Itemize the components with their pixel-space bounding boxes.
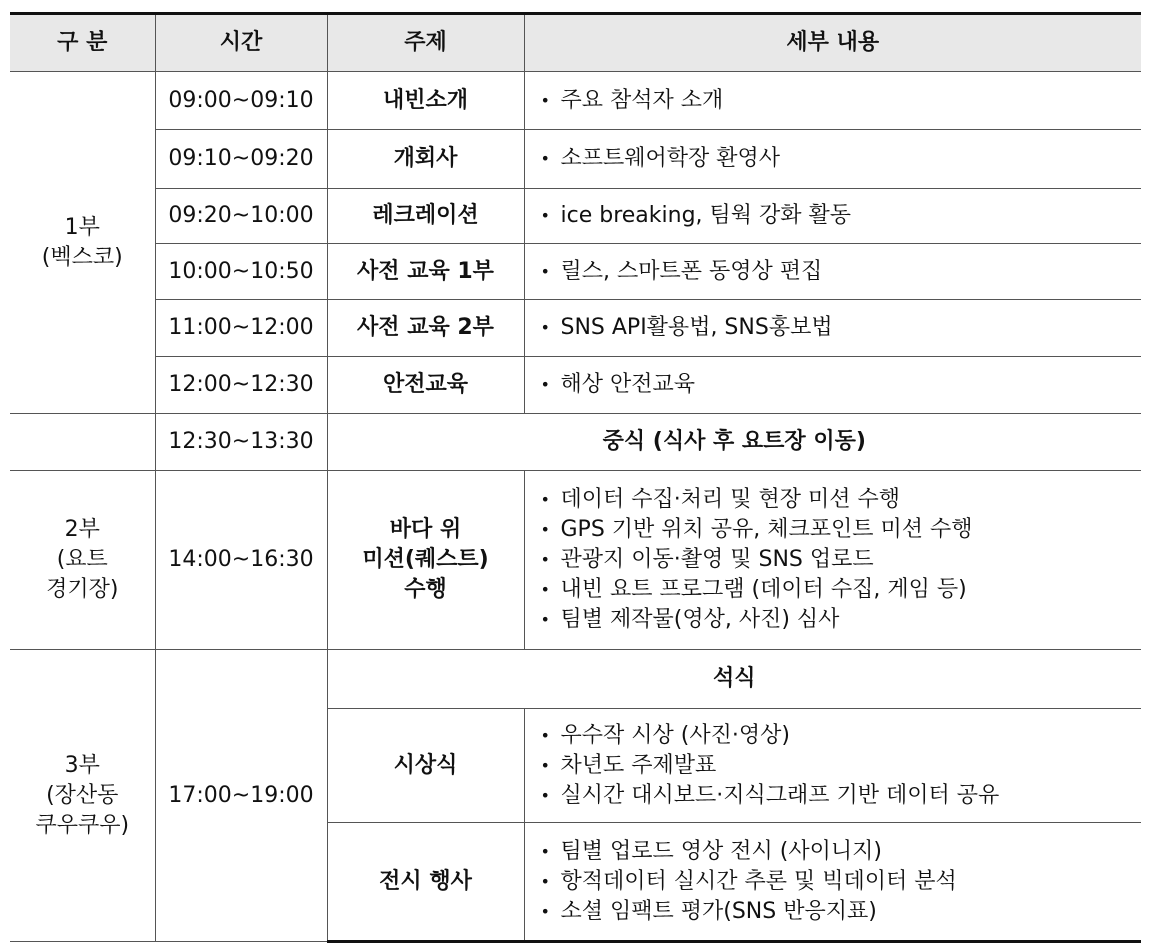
time-cell: 14:00~16:30 [155,471,327,650]
lunch-section-cell [10,414,155,471]
detail-cell [524,357,1141,414]
detail-item: • 소프트웨어학장 환영사 [541,144,1142,174]
detail-cell [524,189,1141,244]
detail-item: • 팀별 업로드 영상 전시 (사이니지) [541,837,1142,867]
part2-label: 2부 [64,517,100,542]
detail-cell [524,823,1141,942]
lunch-time-cell: 12:30~13:30 [155,414,327,471]
header-topic: 주제 [327,14,524,72]
time-cell: 10:00~10:50 [155,244,327,300]
part2-section-cell [10,471,155,650]
table-row [10,72,1141,130]
lunch-title-cell [327,414,1141,471]
detail-item: • 데이터 수집·처리 및 현장 미션 수행 [541,485,1142,515]
detail-item: • 항적데이터 실시간 추론 및 빅데이터 분석 [541,867,1142,897]
topic-cell: 사전 교육 1부 [327,244,524,300]
detail-cell [524,709,1141,823]
topic-cell: 내빈소개 [327,72,524,130]
part3-place-line1: (장산동 [46,782,119,808]
table-row [10,130,1141,189]
time-cell: 11:00~12:00 [155,300,327,357]
header-row [10,14,1141,72]
topic-cell: 개회사 [327,130,524,189]
detail-cell [524,130,1141,189]
header-time: 시간 [155,14,327,72]
part3-dinner-row [10,650,1141,709]
detail-item: • 해상 안전교육 [541,370,1142,400]
table-row [10,189,1141,244]
part3-section-cell [10,650,155,942]
detail-cell [524,244,1141,300]
topic-cell: 전시 행사 [327,823,524,942]
part3-time-cell: 17:00~19:00 [155,650,327,942]
topic-line: 수행 [404,577,447,602]
time-cell: 09:00~09:10 [155,72,327,130]
topic-cell: 시상식 [327,709,524,823]
detail-item: • 관광지 이동·촬영 및 SNS 업로드 [541,545,1142,575]
topic-cell: 레크레이션 [327,189,524,244]
detail-item: • 실시간 대시보드·지식그래프 기반 데이터 공유 [541,781,1142,811]
lunch-title-bold: 중식 [602,429,646,454]
part2-place-line1: (요트 [56,547,108,572]
detail-cell [524,300,1141,357]
table-row [10,300,1141,357]
detail-item: • 주요 참석자 소개 [541,86,1142,116]
part1-section-cell [10,72,155,414]
detail-item: • 팀별 제작물(영상, 사진) 심사 [541,605,1142,635]
detail-item: • SNS API활용법, SNS홍보법 [541,313,1142,343]
detail-item: • 우수작 시상 (사진·영상) [541,721,1142,751]
part3-label: 3부 [64,752,100,778]
time-cell: 12:00~12:30 [155,357,327,414]
part3-place-line2: 쿠우쿠우) [35,812,130,838]
topic-line: 바다 위 [389,517,462,542]
table-row [10,357,1141,414]
detail-cell [524,72,1141,130]
detail-item: • 릴스, 스마트폰 동영상 편집 [541,257,1142,287]
detail-item: • 소셜 임팩트 평가(SNS 반응지표) [541,897,1142,927]
schedule-table [10,12,1141,943]
header-section: 구 분 [10,14,155,72]
dinner-cell: 석식 [327,650,1141,709]
part1-label: 1부 [64,214,100,240]
detail-item: • ice breaking, 팀웍 강화 활동 [541,201,1142,231]
time-cell: 09:20~10:00 [155,189,327,244]
part2-place-line2: 경기장) [46,577,119,602]
time-cell: 09:10~09:20 [155,130,327,189]
topic-cell: 사전 교육 2부 [327,300,524,357]
lunch-title-rest: (식사 후 요트장 이동) [645,429,866,454]
detail-item: • 내빈 요트 프로그램 (데이터 수집, 게임 등) [541,575,1142,605]
topic-cell: 안전교육 [327,357,524,414]
table-row [10,244,1141,300]
topic-line: 미션(퀘스트) [362,547,489,572]
header-details: 세부 내용 [524,14,1141,72]
topic-cell [327,471,524,650]
detail-item: • GPS 기반 위치 공유, 체크포인트 미션 수행 [541,515,1142,545]
detail-cell [524,471,1141,650]
lunch-row [10,414,1141,471]
part1-place: (벡스코) [41,244,123,270]
part2-row [10,471,1141,650]
detail-item: • 차년도 주제발표 [541,751,1142,781]
